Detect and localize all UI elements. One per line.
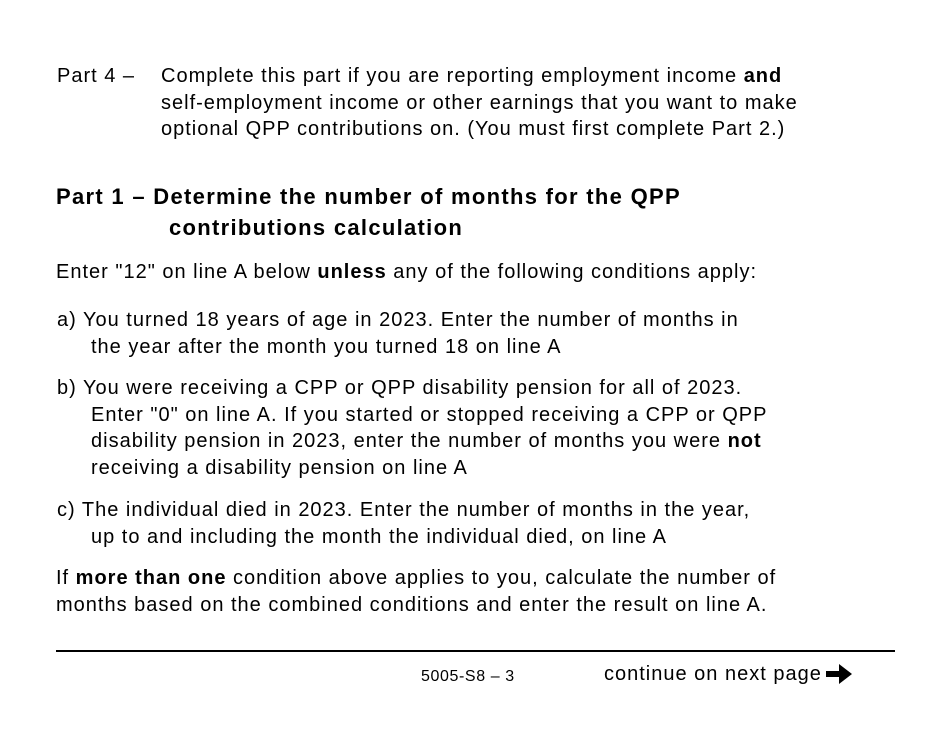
right-arrow-icon	[824, 662, 854, 686]
condition-c	[57, 497, 897, 550]
multiple-line2: months based on the combined conditions and enter the result on line A.	[56, 593, 768, 616]
footer-divider	[56, 650, 895, 652]
continue-next-page-link[interactable]	[604, 662, 854, 686]
intro-bold: unless	[317, 261, 387, 283]
condition-b	[57, 375, 897, 481]
part4-text-line2: self-employment income or other earnings that you want to make	[161, 91, 798, 114]
intro-before: Enter "12" on line A below	[56, 261, 318, 283]
multiple-bold: more than one	[75, 567, 227, 589]
part4-text-line3: optional QPP contributions on. (You must first complete Part 2.)	[161, 118, 786, 140]
condition-b-line1: b) You were receiving a CPP or QPP disability pension for all of 2023.	[57, 377, 743, 399]
part1-heading-line1: Part 1 – Determine the number of months for the QPP	[56, 184, 681, 209]
condition-b-line4: receiving a disability pension on line A	[91, 456, 468, 479]
page-number: 5005-S8 – 3	[421, 668, 515, 685]
part4-label: Part 4 –	[57, 65, 136, 87]
condition-c-line1: c) The individual died in 2023. Enter the number of months in the year,	[57, 499, 751, 521]
part4-text-line1: Complete this part if you are reporting employment income	[161, 65, 744, 87]
condition-a-line1: a) You turned 18 years of age in 2023. Enter the number of months in	[57, 309, 739, 331]
multiple-after: condition above applies to you, calculate the number of	[226, 567, 777, 589]
condition-b-line3-bold: not	[727, 430, 762, 452]
condition-c-line2: up to and including the month the individual died, on line A	[91, 525, 667, 548]
multiple-before: If	[56, 567, 76, 589]
part1-heading-line2: contributions calculation	[169, 215, 464, 240]
condition-b-line3	[57, 428, 897, 455]
continue-label: continue on next page	[604, 662, 822, 685]
condition-a-line2: the year after the month you turned 18 on line A	[91, 335, 562, 358]
intro-after: any of the following conditions apply:	[386, 261, 758, 283]
part1-heading	[56, 181, 816, 243]
condition-b-line3-text: disability pension in 2023, enter the number of months you were	[91, 430, 728, 452]
multiple-conditions-note	[56, 565, 906, 618]
condition-a	[57, 307, 897, 360]
condition-b-line2: Enter "0" on line A. If you started or stopped receiving a CPP or QPP	[91, 403, 768, 426]
part4-text-bold: and	[743, 65, 783, 87]
part4-text	[161, 63, 897, 143]
intro-text	[56, 259, 906, 285]
